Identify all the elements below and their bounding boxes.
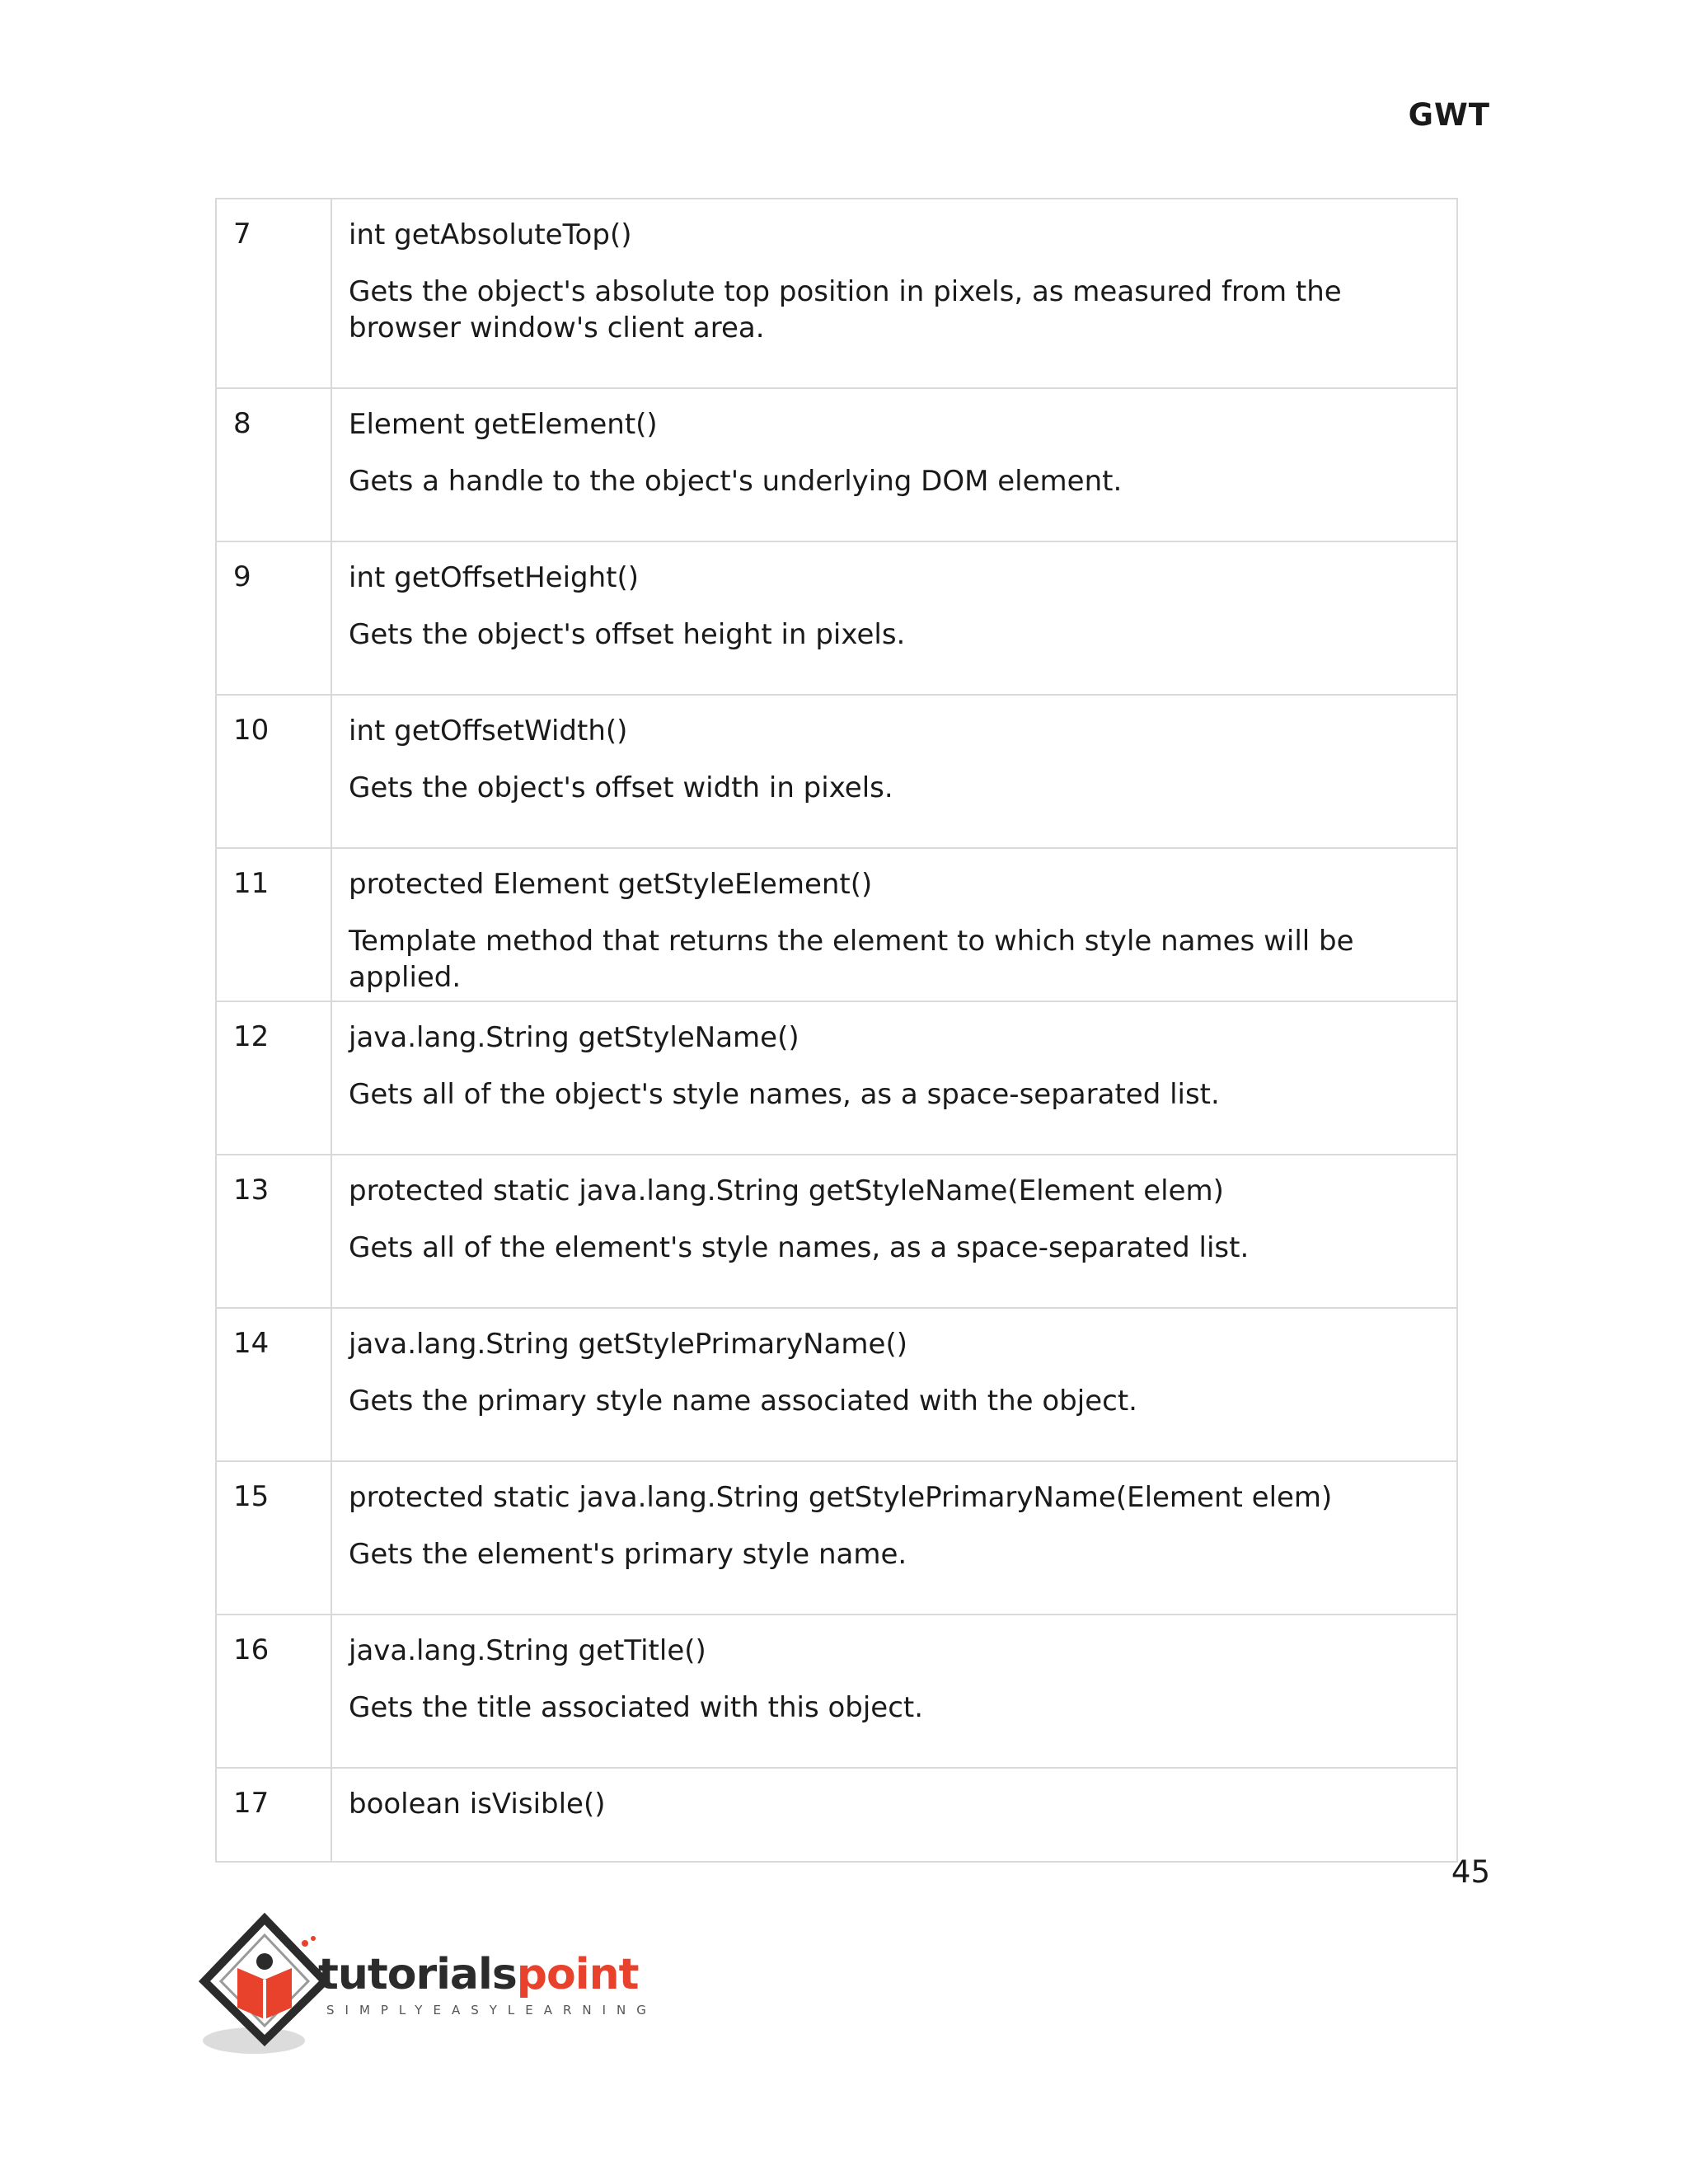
row-number: 15 bbox=[216, 1461, 331, 1615]
method-signature: java.lang.String getStyleName() bbox=[349, 1021, 799, 1054]
method-cell bbox=[331, 1768, 1457, 1862]
method-cell bbox=[331, 388, 1457, 541]
method-description: Gets the object's offset width in pixels. bbox=[349, 771, 893, 804]
method-signature: java.lang.String getTitle() bbox=[349, 1634, 706, 1667]
method-signature: boolean isVisible() bbox=[349, 1788, 606, 1821]
method-description: Template method that returns the element to which style names will be applied. bbox=[349, 925, 1354, 994]
method-description: Gets a handle to the object's underlying DOM element. bbox=[349, 465, 1123, 498]
table-row bbox=[216, 1461, 1457, 1615]
method-cell bbox=[331, 541, 1457, 695]
table-row bbox=[216, 199, 1457, 388]
method-signature: java.lang.String getStylePrimaryName() bbox=[349, 1328, 907, 1361]
logo-word-tutorials: tutorials bbox=[318, 1950, 517, 1999]
row-number: 17 bbox=[216, 1768, 331, 1862]
table-row bbox=[216, 1768, 1457, 1862]
method-signature: int getOffsetWidth() bbox=[349, 715, 628, 748]
row-number: 8 bbox=[216, 388, 331, 541]
method-description: Gets the primary style name associated with the object. bbox=[349, 1385, 1137, 1418]
method-signature: protected Element getStyleElement() bbox=[349, 868, 873, 901]
page-header-title: GWT bbox=[1408, 97, 1490, 133]
method-cell bbox=[331, 1001, 1457, 1155]
row-number: 10 bbox=[216, 695, 331, 848]
method-signature: protected static java.lang.String getStyleName(Element elem) bbox=[349, 1174, 1224, 1207]
method-cell bbox=[331, 695, 1457, 848]
method-cell bbox=[331, 1155, 1457, 1308]
logo-wordmark bbox=[318, 1950, 638, 1999]
method-description: Gets the element's primary style name. bbox=[349, 1538, 907, 1571]
logo-emblem-icon bbox=[195, 1910, 326, 2067]
method-signature: int getOffsetHeight() bbox=[349, 561, 640, 594]
table-row bbox=[216, 848, 1457, 1001]
table-row bbox=[216, 1155, 1457, 1308]
table-row bbox=[216, 1615, 1457, 1768]
page-number: 45 bbox=[1451, 1854, 1490, 1890]
table-row bbox=[216, 541, 1457, 695]
method-description: Gets all of the element's style names, as a space-separated list. bbox=[349, 1231, 1250, 1264]
row-number: 9 bbox=[216, 541, 331, 695]
method-description: Gets the object's offset height in pixels. bbox=[349, 618, 906, 651]
method-cell bbox=[331, 1461, 1457, 1615]
row-number: 13 bbox=[216, 1155, 331, 1308]
table-row bbox=[216, 695, 1457, 848]
method-signature: protected static java.lang.String getStylePrimaryName(Element elem) bbox=[349, 1481, 1333, 1514]
method-description: Gets the object's absolute top position in pixels, as measured from the browser window's client area. bbox=[349, 275, 1342, 344]
row-number: 7 bbox=[216, 199, 331, 388]
table-row bbox=[216, 1308, 1457, 1461]
row-number: 16 bbox=[216, 1615, 331, 1768]
method-signature: Element getElement() bbox=[349, 408, 658, 441]
table-row bbox=[216, 388, 1457, 541]
logo-tagline: SIMPLYEASYLEARNING bbox=[326, 2003, 657, 2018]
row-number: 12 bbox=[216, 1001, 331, 1155]
method-signature: int getAbsoluteTop() bbox=[349, 218, 632, 251]
table-row bbox=[216, 1001, 1457, 1155]
method-cell bbox=[331, 199, 1457, 388]
method-description: Gets all of the object's style names, as a space-separated list. bbox=[349, 1078, 1220, 1111]
row-number: 14 bbox=[216, 1308, 331, 1461]
tutorialspoint-logo bbox=[195, 1910, 656, 2067]
method-cell bbox=[331, 1308, 1457, 1461]
logo-word-point: point bbox=[516, 1950, 639, 1999]
method-cell bbox=[331, 848, 1457, 1001]
method-description: Gets the title associated with this object. bbox=[349, 1691, 924, 1724]
method-cell bbox=[331, 1615, 1457, 1768]
row-number: 11 bbox=[216, 848, 331, 1001]
methods-table bbox=[215, 198, 1458, 1863]
